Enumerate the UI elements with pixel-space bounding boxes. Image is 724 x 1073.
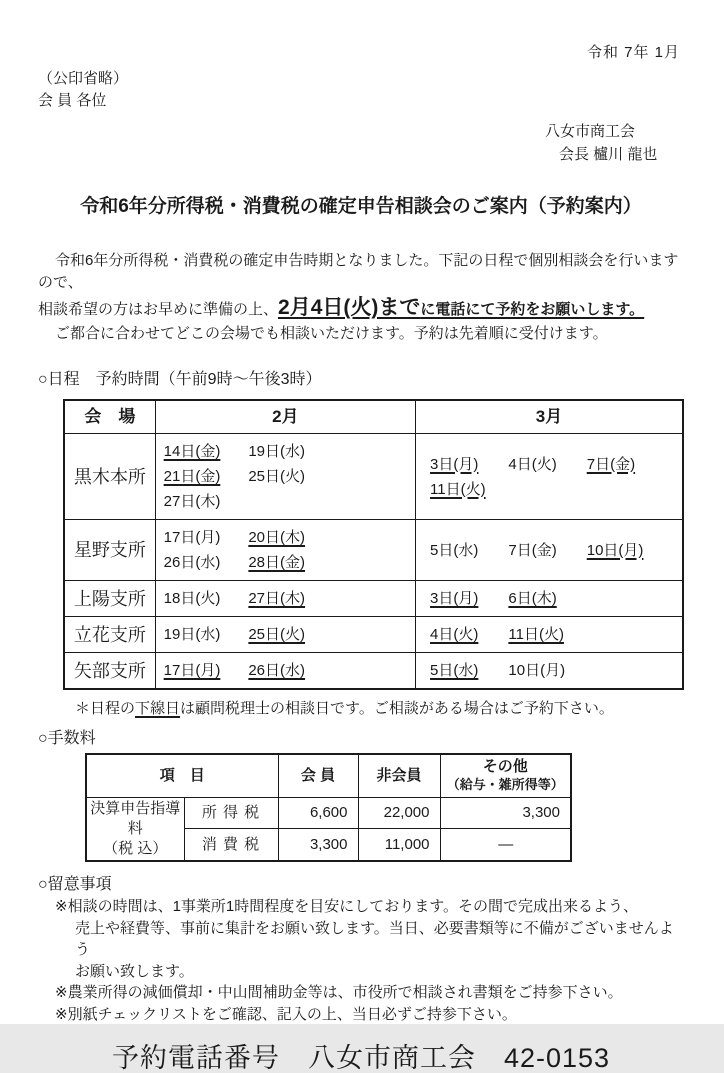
sender-block — [545, 120, 684, 166]
february-dates-cell — [155, 434, 415, 520]
consultation-date: 25日(火) — [248, 468, 306, 485]
intro-line-2 — [38, 294, 684, 323]
schedule-row — [64, 520, 683, 581]
advisor-consultation-date: 26日(水) — [248, 662, 306, 679]
notes-heading: ○留意事項 — [38, 876, 112, 893]
schedule-header-row — [64, 400, 683, 434]
addressee: 会 員 各位 — [38, 92, 107, 109]
advisor-consultation-date: 28日(金) — [248, 554, 306, 571]
fee-nonmember-header: 非会員 — [358, 754, 440, 798]
intro-paragraph — [38, 250, 684, 345]
advisor-consultation-date: 6日(木) — [508, 590, 557, 607]
consumption-tax-label: 消 費 税 — [184, 829, 278, 861]
note-line: ※農業所得の減価償却・中山間補助金等は、市役所で相談され書類をご持参下さい。 — [55, 984, 623, 1001]
consumption-tax-member-fee: 3,300 — [278, 829, 358, 861]
february-dates-cell — [155, 653, 415, 690]
february-dates-cell — [155, 617, 415, 653]
fee-group-label — [86, 798, 184, 862]
march-dates-cell — [416, 581, 683, 617]
consultation-date: 5日(水) — [430, 541, 479, 559]
venue-cell: 上陽支所 — [64, 581, 155, 617]
consultation-date: 17日(月) — [163, 529, 221, 546]
income-tax-label: 所 得 税 — [184, 798, 278, 829]
advisor-consultation-date: 4日(火) — [430, 626, 479, 643]
fee-other-header — [440, 754, 571, 798]
consultation-date: 19日(水) — [163, 626, 221, 643]
reservation-phone-line: 予約電話番号 八女市商工会 42-0153 — [111, 1043, 611, 1073]
income-tax-nonmember-fee: 22,000 — [358, 798, 440, 829]
venue-cell: 立花支所 — [64, 617, 155, 653]
advisor-consultation-date: 10日(月) — [586, 541, 644, 559]
income-tax-other-fee: 3,300 — [440, 798, 571, 829]
fee-row-income-tax — [86, 798, 571, 829]
schedule-body — [64, 434, 683, 690]
schedule-footnote — [38, 698, 684, 720]
february-dates-cell — [155, 581, 415, 617]
fee-member-header: 会 員 — [278, 754, 358, 798]
schedule-row — [64, 581, 683, 617]
document-title: 令和6年分所得税・消費税の確定申告相談会のご案内（予約案内） — [80, 196, 642, 217]
consultation-date: 18日(火) — [163, 590, 221, 607]
advisor-consultation-date: 3日(月) — [430, 455, 479, 473]
venue-cell: 矢部支所 — [64, 653, 155, 690]
fee-table — [85, 753, 572, 862]
footnote-pre: ＊日程の — [75, 700, 136, 717]
schedule-row — [64, 653, 683, 690]
consultation-date: 7日(金) — [508, 541, 557, 559]
schedule-row — [64, 434, 683, 520]
consultation-date: 26日(水) — [163, 554, 221, 571]
advisor-consultation-date: 27日(木) — [248, 590, 306, 607]
intro-line-1: 令和6年分所得税・消費税の確定申告時期となりました。下記の日程で個別相談会を行いますので、 — [38, 252, 679, 291]
footnote-post: は顧問税理士の相談日です。ご相談がある場合はご予約下さい。 — [180, 700, 614, 717]
advisor-consultation-date: 20日(木) — [248, 529, 306, 546]
consultation-date: 4日(火) — [508, 455, 557, 473]
note-line: ※相談の時間は、1事業所1時間程度を目安にしております。その間で完成出来るよう、 — [55, 898, 639, 915]
issue-date: 令和 7年 1月 — [586, 44, 680, 61]
notes-list — [38, 896, 684, 1025]
fee-header-row — [86, 754, 571, 798]
deadline-emphasis — [278, 296, 645, 319]
fee-other-header-line2: （給与・雑所得等） — [446, 777, 564, 792]
march-dates-cell — [416, 653, 683, 690]
consumption-tax-other-fee: ― — [440, 829, 571, 861]
intro-line2-pre: 相談希望の方はお早めに準備の上、 — [38, 301, 279, 318]
note-line: ※別紙チェックリストをご確認、記入の上、当日必ずご持参下さい。 — [55, 1005, 517, 1023]
advisor-consultation-date: 14日(金) — [163, 443, 221, 460]
march-dates-cell — [416, 617, 683, 653]
seal-omitted-note: （公印省略） — [38, 70, 129, 87]
advisor-consultation-date: 21日(金) — [163, 468, 221, 485]
consultation-date: 10日(月) — [508, 662, 566, 679]
march-column-header: 3月 — [416, 400, 683, 434]
sender-president: 会長 櫨川 龍也 — [559, 146, 658, 163]
advisor-consultation-date: 3日(月) — [430, 590, 479, 607]
footnote-underlined-word: 下線日 — [135, 700, 181, 717]
advisor-consultation-date: 25日(火) — [248, 626, 306, 643]
march-dates-cell — [416, 520, 683, 581]
fees-heading: ○手数料 — [38, 730, 96, 747]
advisor-consultation-date: 11日(火) — [508, 626, 564, 643]
note-line: 売上や経費等、事前に集計をお願い致します。当日、必要書類等に不備がございませんよう — [75, 919, 674, 958]
march-dates-cell — [416, 434, 683, 520]
venue-cell: 星野支所 — [64, 520, 155, 581]
consultation-date: 27日(木) — [163, 493, 221, 510]
february-column-header: 2月 — [155, 400, 415, 434]
income-tax-member-fee: 6,600 — [278, 798, 358, 829]
intro-line-3: ご都合に合わせてどこの会場でも相談いただけます。予約は先着順に受付けます。 — [55, 325, 608, 342]
february-dates-cell — [155, 520, 415, 581]
advisor-consultation-date: 7日(金) — [586, 455, 636, 473]
consultation-date: 19日(水) — [248, 443, 306, 460]
deadline-date: 2月4日(火)まで — [278, 296, 421, 319]
venue-cell: 黒木本所 — [64, 434, 155, 520]
advisor-consultation-date: 11日(火) — [430, 480, 486, 498]
fee-group-line2: （税 込） — [103, 840, 168, 857]
consumption-tax-nonmember-fee: 11,000 — [358, 829, 440, 861]
fee-group-line1: 決算申告指導料 — [90, 800, 181, 837]
advisor-consultation-date: 5日(水) — [430, 662, 479, 679]
note-line: お願い致します。 — [75, 962, 194, 980]
fee-item-header: 項 目 — [86, 754, 278, 798]
venue-column-header: 会 場 — [64, 400, 155, 434]
advisor-consultation-date: 17日(月) — [163, 662, 221, 679]
deadline-rest: に電話にて予約をお願いします。 — [420, 301, 645, 318]
schedule-table — [63, 399, 684, 690]
sender-org: 八女市商工会 — [545, 123, 636, 140]
schedule-row — [64, 617, 683, 653]
fee-other-header-line1: その他 — [482, 758, 528, 775]
schedule-heading: ○日程 予約時間（午前9時～午後3時） — [38, 371, 322, 388]
